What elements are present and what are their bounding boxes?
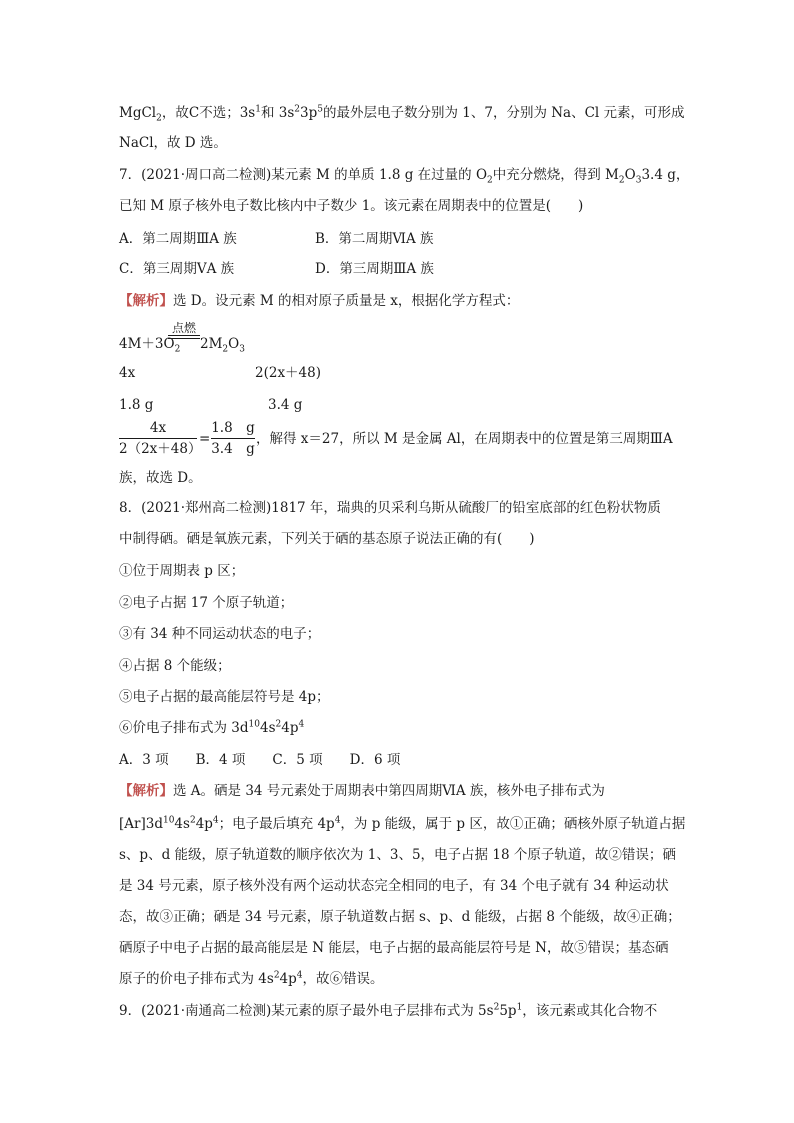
statement-5: ⑤电子占据的最高能层符号是 4p；	[119, 689, 330, 705]
statement-6	[119, 719, 304, 737]
fraction-2-denominator: 3.4 g	[211, 441, 255, 457]
statement-2: ②电子占据 17 个原子轨道；	[119, 595, 294, 611]
statement-4: ④占据 8 个能级；	[119, 658, 231, 674]
superscript: 2	[273, 970, 280, 981]
text: ；电子最后填充 4p	[218, 816, 335, 832]
statement-1: ①位于周期表 p 区；	[119, 563, 245, 579]
text: 4s	[174, 816, 190, 832]
text: ，故⑥错误。	[302, 971, 384, 987]
superscript: 2	[275, 719, 282, 730]
subscript: 3	[635, 175, 642, 186]
equation-right	[200, 335, 245, 353]
text-line: NaCl，故 D 选。	[119, 135, 227, 151]
answer-8-line6: 硒原子中电子占据的最高能层是 N 能层，电子占据的最高能层符号是 N，故⑤错误；基态硒	[119, 940, 669, 956]
text: 选 D。设元素 M 的相对原子质量是 x，根据化学方程式：	[173, 293, 520, 309]
analysis-tag: 【解析】	[119, 783, 173, 799]
answer-8-line2	[119, 815, 685, 833]
text: 9．(2021·南通高二检测)某元素的原子最外电子层排布式为 5s	[119, 1003, 494, 1019]
answer-8-line1	[119, 782, 605, 800]
superscript: 2	[189, 815, 196, 826]
option-d: D．第三周期ⅢA 族	[315, 261, 434, 277]
answer-8-line7	[119, 970, 384, 988]
text-line	[119, 104, 685, 122]
text: 4p	[279, 971, 297, 987]
question-7-stem	[119, 166, 689, 184]
text: 4s	[259, 720, 276, 736]
text: ，该元素或其化合物不	[522, 1003, 658, 1019]
superscript: 4	[296, 970, 303, 981]
reaction-condition: 点燃	[171, 321, 196, 335]
analysis-tag: 【解析】	[119, 293, 173, 309]
superscript: 1	[516, 1002, 523, 1013]
superscript: 5	[317, 104, 323, 115]
subscript: 2	[222, 344, 229, 355]
ratio-row1-left: 4x	[119, 365, 136, 381]
ratio-row2-left: 1.8 g	[119, 397, 154, 413]
question-7-stem-2: 已知 M 原子核外电子数比核内中子数少 1。该元素在周期表中的位置是( )	[119, 198, 584, 214]
answer-8-line4: 是 34 号元素，原子核外没有两个运动状态完全相同的电子，有 34 个电子就有 34 种运动状	[119, 878, 669, 894]
fraction-1-numerator: 4x	[149, 420, 167, 436]
text: 中充分燃烧，得到 M	[492, 167, 619, 183]
text: O	[228, 336, 240, 352]
question-9-stem	[119, 1002, 657, 1020]
ratio-row2-right: 3.4 g	[268, 397, 303, 413]
text: MgCl	[119, 105, 157, 121]
superscript: 1	[255, 104, 261, 115]
fraction-1-denominator: 2（2x＋48）	[119, 441, 202, 457]
text: 和 3s	[260, 105, 295, 121]
subscript: 2	[618, 175, 625, 186]
answer-8-line5: 态，故③正确；硒是 34 号元素，原子轨道数占据 s、p、d 能级，占据 8 个能级，故④正确；	[119, 909, 681, 925]
superscript: 2	[294, 104, 300, 115]
subscript: 2	[174, 344, 181, 355]
text: 的最外层电子数分别为 1、7，分别为 Na、Cl 元素，可形成	[322, 105, 685, 121]
answer-7-line1	[119, 292, 519, 310]
text: ，为 p 能级，属于 p 区，故①正确；硒核外原子轨道占据	[340, 816, 686, 832]
reaction-arrow	[168, 321, 200, 339]
text: ，解得 x＝27，所以 M 是金属 Al，在周期表中的位置是第三周期ⅢA	[256, 431, 673, 447]
question-8-stem-2: 中制得硒。硒是氧族元素，下列关于硒的基态原子说法正确的有( )	[119, 531, 535, 547]
text: 4p	[195, 816, 213, 832]
subscript: 3	[239, 344, 245, 355]
question-8-options: A．3 项 B．4 项 C．5 项 D．6 项	[119, 752, 401, 768]
text: 4p	[281, 720, 299, 736]
statement-3: ③有 34 种不同运动状态的电子；	[119, 626, 321, 642]
fraction-bar	[211, 438, 255, 439]
text: O	[624, 167, 636, 183]
answer-8-line3: s、p、d 能级，原子轨道数的顺序依次为 1、3、5，电子占据 18 个原子轨道，故②错误；硒	[119, 847, 676, 863]
superscript: 10	[162, 815, 175, 826]
text: 5p	[499, 1003, 517, 1019]
option-a: A．第二周期ⅢA 族	[119, 231, 237, 247]
text: ，故C不选；3s	[161, 105, 256, 121]
subscript: 2	[487, 175, 493, 186]
text: 原子的价电子排布式为 4s	[119, 971, 274, 987]
question-8-stem: 8．(2021·郑州高二检测)1817 年，瑞典的贝采利乌斯从硫酸厂的铅室底部的红色粉状物质	[119, 500, 661, 516]
option-c: C．第三周期ⅤA 族	[119, 261, 235, 277]
superscript: 4	[298, 719, 305, 730]
option-b: B．第二周期ⅥA 族	[315, 231, 434, 247]
subscript: 2	[156, 113, 162, 124]
text: ⑥价电子排布式为 3d	[119, 720, 249, 736]
ratio-row1-right: 2(2x＋48)	[255, 365, 322, 381]
answer-7-last: 族，故选 D。	[119, 470, 202, 486]
double-line	[168, 335, 200, 339]
text: 7．(2021·周口高二检测)某元素 M 的单质 1.8 g 在过量的 O	[119, 167, 488, 183]
text: 3.4 g，	[641, 167, 690, 183]
superscript: 4	[334, 815, 341, 826]
fraction-bar	[119, 438, 197, 439]
text: 4M＋3O	[119, 336, 175, 352]
text: [Ar]3d	[119, 816, 163, 832]
question-7-options-row1	[119, 230, 237, 248]
equals-sign: =	[199, 431, 211, 447]
fraction-2-numerator: 1.8 g	[211, 420, 255, 436]
superscript: 4	[212, 815, 219, 826]
superscript: 2	[493, 1002, 500, 1013]
text: 3p	[300, 105, 318, 121]
superscript: 10	[248, 719, 260, 730]
text: 选 A。硒是 34 号元素处于周期表中第四周期ⅥA 族，核外电子排布式为	[173, 783, 605, 799]
text: 2M	[200, 336, 223, 352]
